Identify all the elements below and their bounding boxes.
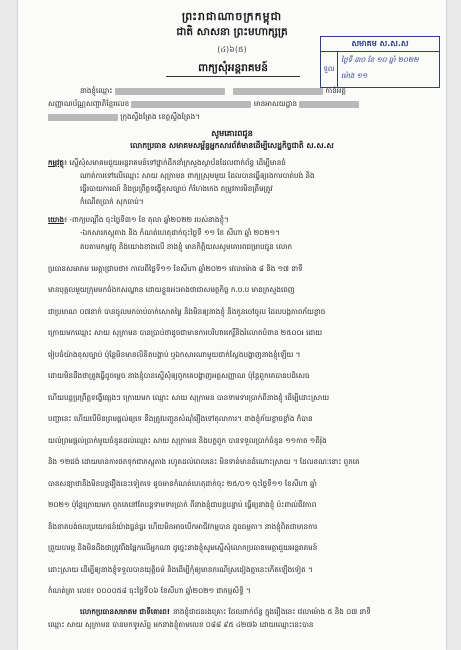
body-line: និងខាតបង់ផលប្រយោជន៍យ៉ាងធ្ងន់ធ្ងរ ហើយមិនអាចបើកអាជីវកម្មបាន ដូចធម្មតា។ នាងខ្ញុំពិតជាមានការ	[48, 521, 318, 531]
intro-line-1	[80, 84, 430, 97]
body-line: ជាប្រមាណ ០៧នាក់ បានចូលមកចាប់ចាក់សោតម្លៃ និងមិនឲ្យនាងខ្ញុំ និងកូនចៅចូល ដែលបង្កភាពភ័យខ្លាច	[48, 306, 326, 316]
redacted-village	[48, 114, 118, 121]
purpose-text-1: ៖ ស្នើសុំសមាគមជួយអន្តរាគមន៍ទៅថ្នាក់ដឹកនាំក្រសួងស្ថាប័នដែលពាក់ព័ន្ធ ដើម្បីមានចំ	[63, 158, 286, 167]
purpose-line-2: ណាត់ការទៅលើឈ្មោះ សាយ សុក្រាមន ពាក្យស្រុមមួយ ដែលបានធ្វើឲ្យរងការបាត់បង់ និង	[80, 171, 315, 180]
intro-line-3	[48, 110, 428, 123]
document-page	[18, 0, 446, 650]
body-line: ២០២១ ប៉ុន្តែក្រោយមក ពួកគេនៅតែបន្តទាមទារប្រាក់ ពីនាងខ្ញុំជាបន្តបន្ទាប់ ធ្វើឲ្យនាងខ្ញុំ ប៉ះពាល់ជីវភាព	[48, 500, 317, 509]
redacted-id	[233, 88, 323, 95]
stamp-title: សមាគម ស.ស.ស	[321, 37, 439, 52]
intro-text-id: កាន់អត្ត	[325, 86, 346, 95]
body-line: កំណត់ត្រា លេខ៖ ០០០០៥៨ ចុះថ្ងៃទី០៦ ខែសីហា ឆ្នាំ២០២១ ជាកម្មសិទ្ធិ ។	[48, 586, 251, 595]
intro-text-province: ក្រុងស្ទឹងត្រែង ខេត្តស្ទឹងត្រែង។	[120, 112, 200, 121]
body-line: ប្រធានសមាគម មេត្តាជ្រាបថា៖ កាលពីថ្ងៃទី១១ ខែសីហា ឆ្នាំ២០២១ វេលាម៉ោង ៨ និង ១៧ នាទី	[48, 263, 303, 273]
body-line: មានបុគ្គលមួយក្រុមមកចំងកសណ្ឋាន ដោយខ្លួនអះអាងថាជាសមត្ថកិច្ច ក.ប.ប មានក្រសួងពេញ	[48, 285, 295, 294]
reference-text-1: ៖ -ពាក្យបណ្តឹង ចុះថ្ងៃទី៣១ ខែ តុលា ឆ្នាំ២០២២ របស់នាងខ្ញុំ។	[63, 215, 229, 224]
reference-line-1	[48, 213, 438, 226]
intro-text-name: នាងខ្ញុំឈ្មោះ	[80, 86, 113, 95]
closing-line-2: ឈ្មោះ សាយ សុក្រាមន បានមកទូរស័ព្ទ មកនាងខ្ញុំតាមលេខ ០៨៨ ៩៥ ៤២៧៦ ដោយឈ្មោះនេះបាន	[48, 620, 314, 629]
received-stamp	[320, 36, 440, 88]
redacted-card-number	[131, 101, 251, 108]
body-line: តបតាមកម្មវត្ថុ និងយោងខាងលើ នាងខ្ញុំ មានកិត្តិយសសូមគោរពជម្រាបជូន លោក	[80, 242, 293, 251]
body-line: និង ១២ជង់ ដោយមានការថតទុកជាភស្តុតាង រហូតដល់ពេលនេះ មិនទាន់មានដំណោះស្រាយ ។ ដែលខណៈនោះ ពួកគេ	[48, 457, 360, 466]
redacted-address	[299, 101, 359, 108]
intro-text-idcard: សញ្ញាណប័ណ្ណសញ្ជាតិខ្មែរលេខ	[48, 99, 130, 108]
purpose-line-4: កំណើតប្រាក់ សុកចាប់។	[80, 197, 144, 206]
title-underline	[166, 76, 300, 77]
body-line: ហើយបន្តប្រព្រឹត្តទង្វើផ្សេងៗ ក្រោយមក ឈ្មោះ សាយ សុក្រាមន បានទាមទារប្រាក់ពីនាងខ្ញុំ ដើម្បីដោះស្រាយ	[48, 392, 330, 402]
reference-line-2: -ឯកសារភស្តុតាង និង កំណត់ហេតុដាក់ចុះថ្ងៃទី ១១ ខែ សីហា ឆ្នាំ ២០២១។	[80, 228, 280, 237]
purpose-line-1	[48, 156, 438, 169]
body-line: ក្រោយមកឈ្មោះ សាយ សុក្រាមន បានប្រាប់ថាដូចជាមានការបរិហារកេរ្តិ៍និងរំលោភបំពាន ២៥០០៛ ដោយ	[48, 328, 323, 337]
redacted-name	[115, 88, 225, 95]
body-line: ដោយមិនដឹងថាត្រូវធ្វើដូចម្តេច នាងខ្ញុំបានស្នើសុំឲ្យពួកគេបង្ហាញអត្តសញ្ញាណ ប៉ុន្តែពួកគេបានបដិសេធ	[48, 371, 310, 380]
body-line: យល់ព្រមផ្តល់ប្រាក់មួយចំនួនដល់ឈ្មោះ សាយ សុក្រាមន និងបក្ខពួក បានទទួលប្រាក់ចំនួន ១១កាត ១ពីរ៉ុង	[48, 435, 327, 445]
reference-label: យោង	[48, 215, 64, 224]
stamp-side-label: ទួល	[321, 52, 338, 87]
purpose-line-3: ធ្វើរបាយការណ៍ និងប្រព្រឹត្តទង្វើខុសច្បាប់ កំហែងកេង តម្រូវការមិនត្រឹមត្រូវ	[80, 184, 273, 193]
header-ornament: (៤)៦(៥)	[217, 45, 247, 54]
closing-heading: លោកប្រធានសមាគម ជាទីគោរព!	[80, 607, 171, 616]
stamp-date: ថ្ងៃទី ៣០ ខែ ១០ ឆ្នាំ ២០២២	[341, 56, 419, 64]
recipient-line: លោកប្រធាន សមាគមសម្ព័ន្ធអ្នកសារព័ត៌មានដើម្បីសេដ្ឋកិច្ចជាតិ ស.ស.ស	[130, 141, 334, 150]
national-motto: ជាតិ សាសនា ព្រះមហាក្សត្រ	[176, 26, 288, 38]
stamp-time: ម៉ោង ១១	[341, 72, 368, 80]
intro-text-address: មានអាសយដ្ឋាន	[253, 99, 298, 108]
body-line: ដោះស្រាយ ដើម្បីឲ្យនាងខ្ញុំទទួលបានយុត្តិធម៌ និងដើម្បីកុំឲ្យមានករណីស្រដៀងគ្នានេះកើតឡើងទៀត ។	[48, 564, 313, 574]
closing-line-1: នាងខ្ញុំជាជនរងគ្រោះ ដែលពាក់ព័ន្ធ ក្នុងរឿងនេះ វេលាម៉ោង ៥ និង ០៧ នាទី	[173, 607, 371, 616]
body-line: បញ្ហានេះ ហើយបើមិនព្រមផ្តល់ឲ្យទេ នឹងត្រូវបញ្ជូនសំណុំរឿងទៅតុលាការ។ នាងខ្ញុំភ័យខ្លាចខ្លាំង ក៏បាន	[48, 414, 313, 423]
body-line: រៀបចំយ៉ាងខុសច្បាប់ ប៉ុន្តែមិនមានលិខិតបង្គាប់ ឬឯកសារណាមួយជាក់ស្តែងបង្ហាញនាងខ្ញុំឡើយ ។	[48, 349, 301, 359]
respect-line: សូមគោរពជូន	[211, 128, 253, 138]
document-title: ពាក្យសុំអន្តរាគមន៍	[198, 62, 268, 74]
purpose-label: កម្មវត្ថុ	[48, 158, 64, 167]
body-line: ព្រួយបារម្ភ និងមិនដឹងថាត្រូវពឹងផ្អែកលើអ្នកណា ដូច្នេះនាងខ្ញុំសូមស្នើសុំលោកប្រធានមេត្តាជួយអន្តរាគមន៍	[48, 543, 318, 552]
body-line: បានសន្យាថានឹងមិនបន្តរឿងនេះទៀតទេ ដូចមានកំណត់ហេតុដាក់ចុះ ២៥/០១ ចុះថ្ងៃទី១១ ខែសីហា ឆ្នាំ	[48, 478, 317, 488]
kingdom-heading: ព្រះរាជាណាចក្រកម្ពុជា	[181, 10, 283, 23]
intro-line-2	[48, 97, 428, 110]
